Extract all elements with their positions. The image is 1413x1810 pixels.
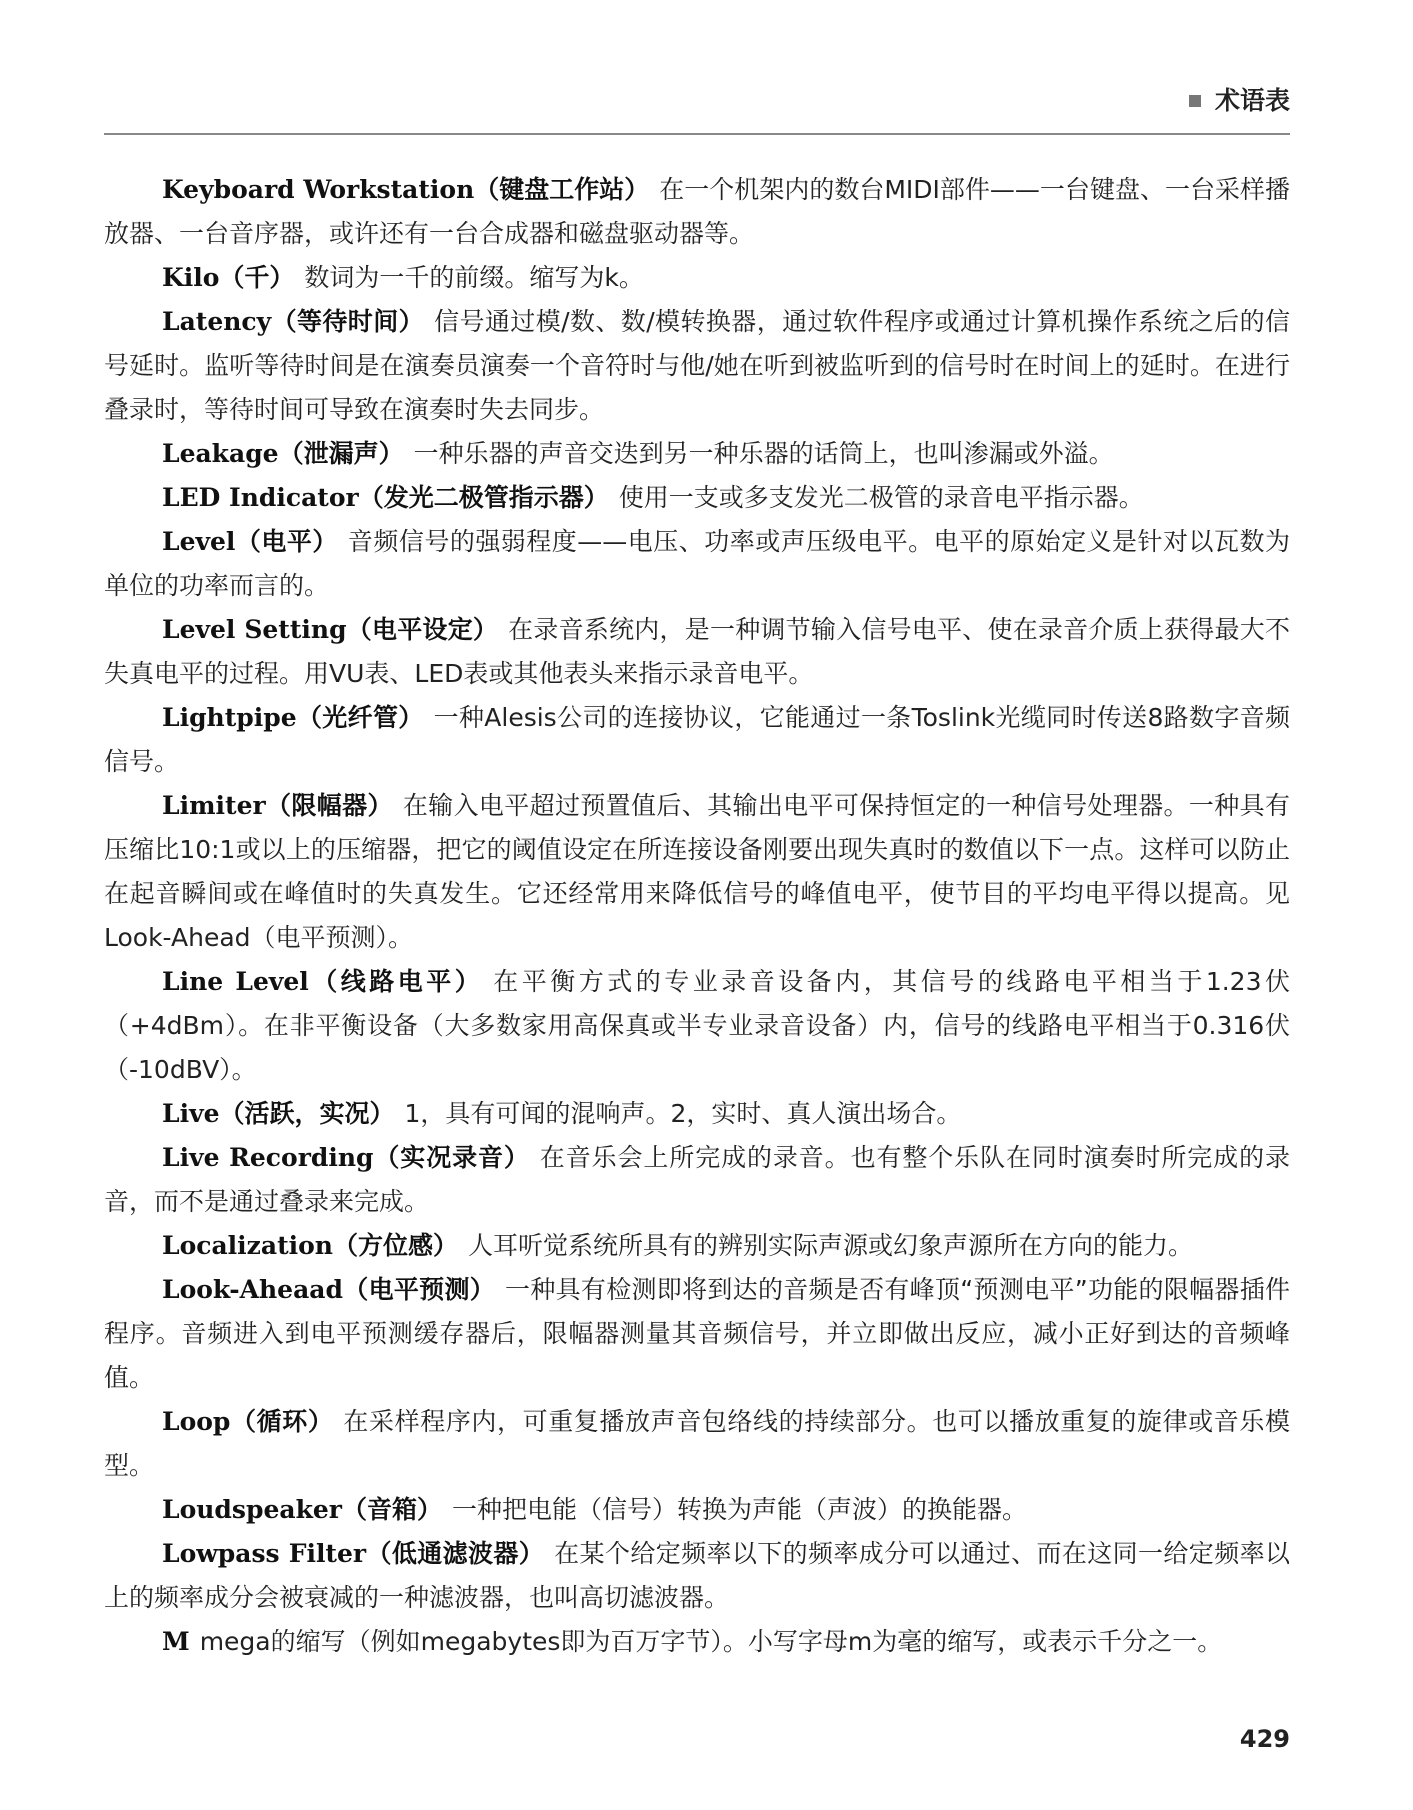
entry-term-cn: （泄漏声） — [278, 439, 404, 468]
entry-term: Lightpipe — [162, 703, 297, 732]
glossary-entry-latency — [104, 300, 1290, 432]
entry-term: Level — [162, 527, 236, 556]
entry-term: Latency — [162, 307, 272, 336]
entry-term: Live — [162, 1099, 220, 1128]
glossary-entry-look-ahead — [104, 1268, 1290, 1400]
running-header — [104, 84, 1290, 124]
entry-term-cn: （循环） — [230, 1407, 334, 1436]
entry-definition: 在平衡方式的专业录音设备内，其信号的线路电平相当于1.23伏（+4dBm）。在非平衡设备（大多数家用高保真或半专业录音设备）内，信号的线路电平相当于0.316伏（-10dBV）。 — [104, 967, 1290, 1084]
entry-term: Level Setting — [162, 615, 347, 644]
entry-term: Kilo — [162, 263, 220, 292]
glossary-entry-localization — [104, 1224, 1290, 1268]
entry-term: Look-Aheaad — [162, 1275, 343, 1304]
glossary-entry-loop — [104, 1400, 1290, 1488]
glossary-entry-live — [104, 1092, 1290, 1136]
entry-term: Line Level — [162, 967, 309, 996]
glossary-entry-m — [104, 1620, 1290, 1664]
glossary-entry-line-level — [104, 960, 1290, 1092]
glossary-entry-leakage — [104, 432, 1290, 476]
entry-term-cn: （等待时间） — [271, 307, 425, 336]
glossary-entry-level — [104, 520, 1290, 608]
entry-definition: 在音乐会上所完成的录音。也有整个乐队在同时演奏时所完成的录音，而不是通过叠录来完成。 — [104, 1143, 1290, 1216]
glossary-body — [104, 168, 1290, 1664]
entry-definition: 在输入电平超过预置值后、其输出电平可保持恒定的一种信号处理器。一种具有压缩比10:1或以上的压缩器，把它的阈值设定在所连接设备刚要出现失真时的数值以下一点。这样可以防止在起音瞬间或在峰值时的失真发生。它还经常用来降低信号的峰值电平，使节目的平均电平得以提高。见Look-Ahead（电平预测）。 — [104, 791, 1290, 952]
entry-term: Keyboard Workstation — [162, 175, 475, 204]
entry-definition: 一种乐器的声音交迭到另一种乐器的话筒上，也叫渗漏或外溢。 — [413, 439, 1114, 468]
entry-term-cn: （电平预测） — [342, 1275, 496, 1304]
entry-definition: 在某个给定频率以下的频率成分可以通过、而在这同一给定频率以上的频率成分会被衰减的一种滤波器，也叫高切滤波器。 — [104, 1539, 1290, 1612]
entry-term: Lowpass Filter — [162, 1539, 367, 1568]
entry-term-cn: （音箱） — [341, 1495, 442, 1524]
entry-term: Loop — [162, 1407, 231, 1436]
entry-term-cn: （键盘工作站） — [474, 175, 650, 204]
entry-definition: 在录音系统内，是一种调节输入信号电平、使在录音介质上获得最大不失真电平的过程。用VU表、LED表或其他表头来指示录音电平。 — [104, 615, 1290, 688]
entry-definition: 人耳听觉系统所具有的辨别实际声源或幻象声源所在方向的能力。 — [467, 1231, 1193, 1260]
entry-term-cn: （电平） — [235, 527, 338, 556]
glossary-entry-loudspeaker — [104, 1488, 1290, 1532]
entry-term: Limiter — [162, 791, 266, 820]
entry-definition: 在一个机架内的数台MIDI部件——一台键盘、一台采样播放器、一台音序器，或许还有一台合成器和磁盘驱动器等。 — [104, 175, 1290, 248]
glossary-entry-kilo — [104, 256, 1290, 300]
entry-term-cn: （千） — [219, 263, 295, 292]
glossary-entry-limiter — [104, 784, 1290, 960]
header-title-wrap — [1189, 84, 1290, 118]
glossary-entry-live-recording — [104, 1136, 1290, 1224]
entry-term-cn: （电平设定） — [346, 615, 499, 644]
entry-term-cn: （线路电平） — [308, 967, 484, 996]
glossary-entry-keyboard-workstation — [104, 168, 1290, 256]
entry-term: Localization — [162, 1231, 333, 1260]
entry-definition: 音频信号的强弱程度——电压、功率或声压级电平。电平的原始定义是针对以瓦数为单位的功率而言的。 — [104, 527, 1290, 600]
header-title: 术语表 — [1214, 86, 1290, 115]
square-bullet-icon — [1189, 95, 1201, 107]
entry-term-cn: （活跃，实况） — [219, 1099, 395, 1128]
entry-term-cn: （低通滤波器） — [366, 1539, 545, 1568]
entry-definition: 数词为一千的前缀。缩写为k。 — [304, 263, 644, 292]
entry-definition: 在采样程序内，可重复播放声音包络线的持续部分。也可以播放重复的旋律或音乐模型。 — [104, 1407, 1290, 1480]
entry-term: Leakage — [162, 439, 279, 468]
entry-term-cn: （方位感） — [332, 1231, 458, 1260]
entry-term-cn: （限幅器） — [265, 791, 393, 820]
entry-term: LED Indicator — [162, 483, 359, 512]
glossary-entry-lowpass-filter — [104, 1532, 1290, 1620]
entry-definition: 一种具有检测即将到达的音频是否有峰顶“预测电平”功能的限幅器插件程序。音频进入到电平预测缓存器后，限幅器测量其音频信号，并立即做出反应，减小正好到达的音频峰值。 — [104, 1275, 1290, 1392]
entry-definition: mega的缩写（例如megabytes即为百万字节）。小写字母m为毫的缩写，或表示千分之一。 — [199, 1627, 1223, 1656]
header-rule — [104, 133, 1290, 135]
entry-definition: 信号通过模/数、数/模转换器，通过软件程序或通过计算机操作系统之后的信号延时。监听等待时间是在演奏员演奏一个音符时与他/她在听到被监听到的信号时在时间上的延时。在进行叠录时，等待时间可导致在演奏时失去同步。 — [104, 307, 1290, 424]
glossary-entry-lightpipe — [104, 696, 1290, 784]
glossary-entry-level-setting — [104, 608, 1290, 696]
entry-term: Loudspeaker — [162, 1495, 342, 1524]
entry-term: M — [162, 1627, 190, 1656]
entry-definition: 一种Alesis公司的连接协议，它能通过一条Toslink光缆同时传送8路数字音频信号。 — [104, 703, 1290, 776]
entry-definition: 一种把电能（信号）转换为声能（声波）的换能器。 — [451, 1495, 1027, 1524]
glossary-entry-led-indicator — [104, 476, 1290, 520]
entry-term-cn: （光纤管） — [296, 703, 424, 732]
entry-definition: 使用一支或多支发光二极管的录音电平指示器。 — [618, 483, 1144, 512]
entry-term-cn: （实况录音） — [373, 1143, 530, 1172]
entry-definition: 1，具有可闻的混响声。2，实时、真人演出场合。 — [404, 1099, 962, 1128]
page-number: 429 — [1239, 1725, 1290, 1753]
entry-term: Live Recording — [162, 1143, 374, 1172]
entry-term-cn: （发光二极管指示器） — [358, 483, 609, 512]
